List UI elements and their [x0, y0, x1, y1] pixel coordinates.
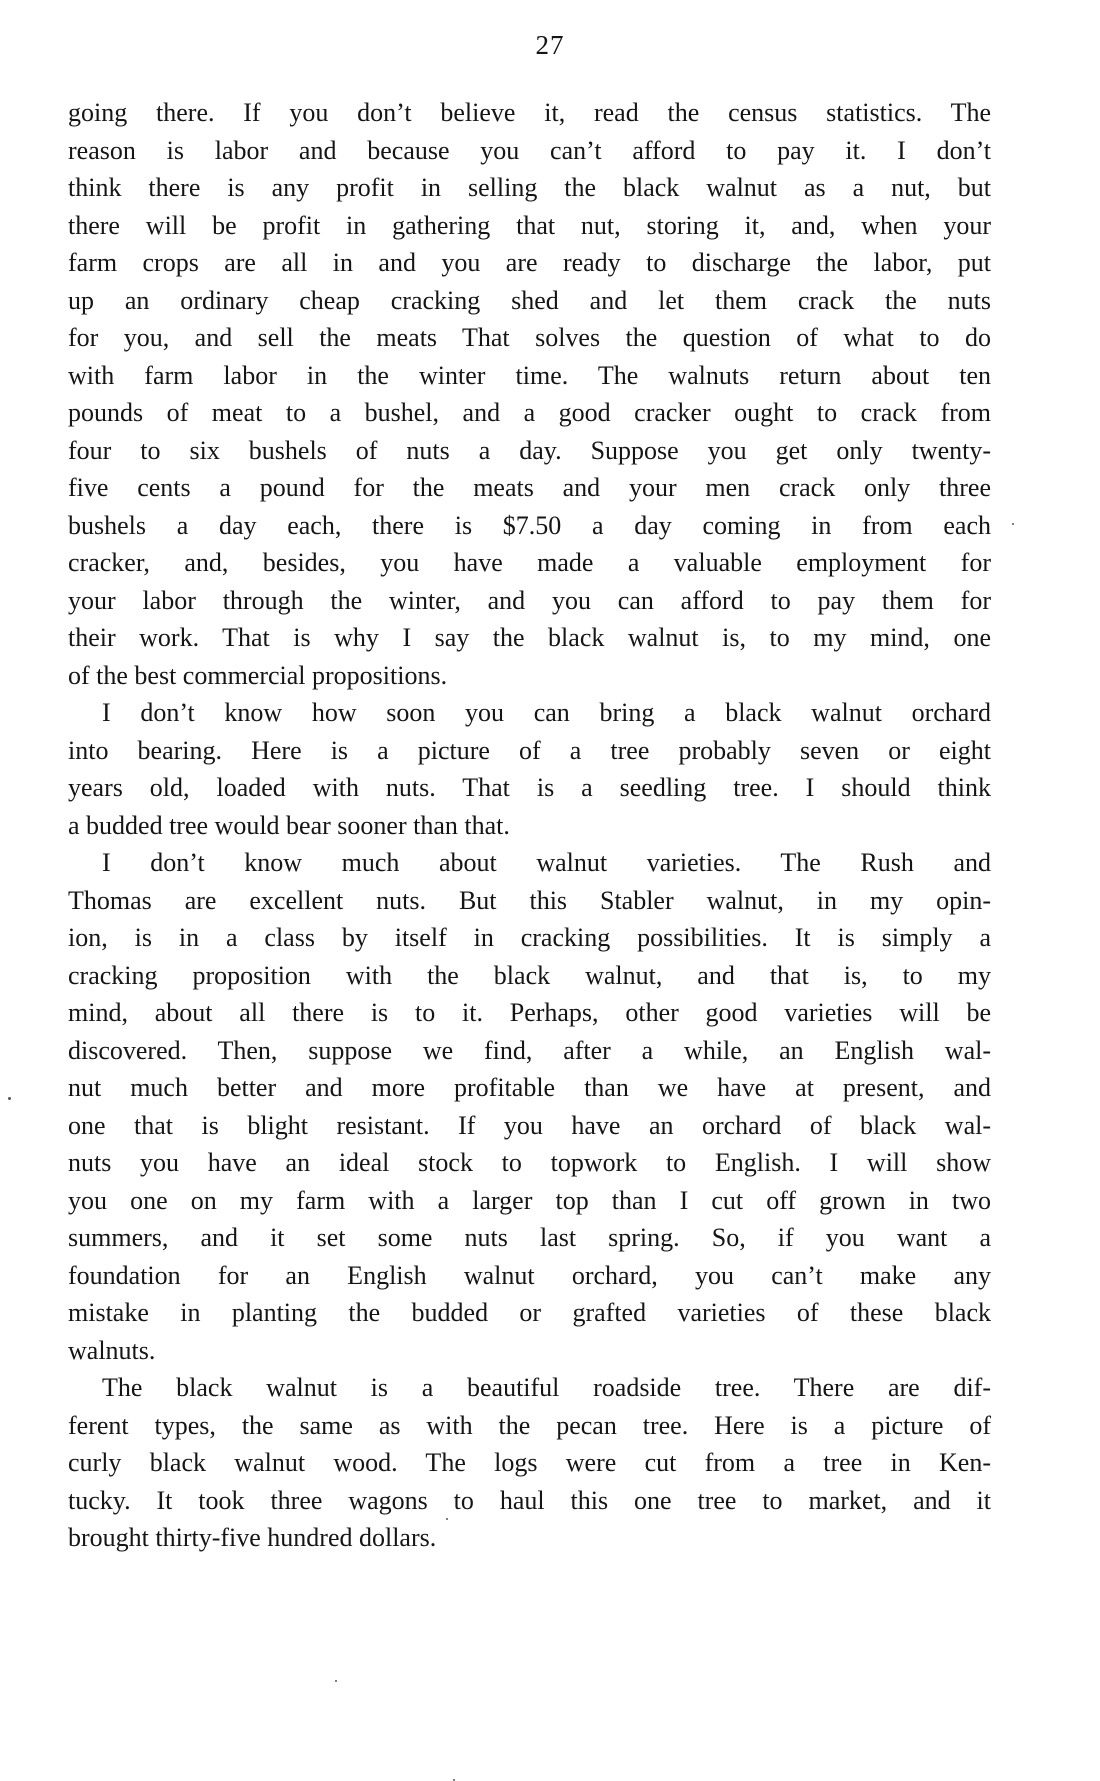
- text-line: cracking proposition with the black walnut, and that is, to my: [68, 960, 991, 990]
- text-line: bushels a day each, there is $7.50 a day coming in from each: [68, 510, 991, 540]
- paragraph-first-line: I don’t know much about walnut varieties. The Rush and: [102, 848, 991, 877]
- text-line: pounds of meat to a bushel, and a good cracker ought to crack from: [68, 398, 991, 427]
- text-line: Thomas are excellent nuts. But this Stabler walnut, in my opin-: [68, 885, 991, 915]
- scan-speck: [446, 1518, 448, 1520]
- text-line: their work. That is why I say the black walnut is, to my mind, one: [68, 623, 991, 652]
- body-text: [68, 94, 991, 1557]
- paragraph-first-line: I don’t know how soon you can bring a black walnut orchard: [102, 698, 991, 727]
- text-line: with farm labor in the winter time. The walnuts return about ten: [68, 360, 991, 390]
- text-line: nuts you have an ideal stock to topwork to English. I will show: [68, 1148, 991, 1177]
- text-line: curly black walnut wood. The logs were cut from a tree in Ken-: [68, 1448, 991, 1477]
- text-line: ferent types, the same as with the pecan tree. Here is a picture of: [68, 1410, 991, 1440]
- text-line: mistake in planting the budded or grafted varieties of these black: [68, 1298, 991, 1327]
- text-line: foundation for an English walnut orchard, you can’t make any: [68, 1260, 991, 1290]
- paragraph-first-line: The black walnut is a beautiful roadside tree. There are dif-: [102, 1373, 991, 1402]
- text-line: going there. If you don’t believe it, read the census statistics. The: [68, 98, 991, 127]
- text-line: walnuts.: [68, 1335, 156, 1365]
- text-line: tucky. It took three wagons to haul this one tree to market, and it: [68, 1485, 991, 1515]
- scan-speck: [8, 1097, 11, 1100]
- text-line: into bearing. Here is a picture of a tree probably seven or eight: [68, 735, 991, 765]
- text-line: you one on my farm with a larger top than I cut off grown in two: [68, 1185, 991, 1215]
- text-line: reason is labor and because you can’t afford to pay it. I don’t: [68, 135, 991, 165]
- text-line: for you, and sell the meats That solves the question of what to do: [68, 323, 991, 352]
- text-line: brought thirty-five hundred dollars.: [68, 1523, 437, 1552]
- page-number: 27: [535, 30, 565, 60]
- text-line: your labor through the winter, and you can afford to pay them for: [68, 585, 991, 615]
- scan-speck: [335, 1680, 337, 1682]
- text-line: years old, loaded with nuts. That is a seedling tree. I should think: [68, 773, 991, 802]
- text-line: there will be profit in gathering that nut, storing it, and, when your: [68, 210, 991, 240]
- text-line: ion, is in a class by itself in cracking possibilities. It is simply a: [68, 923, 991, 952]
- text-line: a budded tree would bear sooner than that.: [68, 810, 510, 840]
- text-line: think there is any profit in selling the black walnut as a nut, but: [68, 173, 991, 202]
- text-line: summers, and it set some nuts last spring. So, if you want a: [68, 1223, 991, 1252]
- text-line: cracker, and, besides, you have made a valuable employment for: [68, 548, 991, 577]
- text-line: one that is blight resistant. If you have an orchard of black wal-: [68, 1110, 991, 1140]
- text-line: farm crops are all in and you are ready to discharge the labor, put: [68, 248, 991, 277]
- text-line: five cents a pound for the meats and your men crack only three: [68, 473, 991, 502]
- text-line: of the best commercial propositions.: [68, 660, 448, 690]
- text-line: discovered. Then, suppose we find, after a while, an English wal-: [68, 1035, 991, 1065]
- text-line: up an ordinary cheap cracking shed and let them crack the nuts: [68, 285, 991, 315]
- text-line: nut much better and more profitable than we have at present, and: [68, 1073, 991, 1102]
- text-line: mind, about all there is to it. Perhaps, other good varieties will be: [68, 998, 991, 1027]
- scan-speck: [1012, 523, 1014, 525]
- text-line: four to six bushels of nuts a day. Suppose you get only twenty-: [68, 435, 991, 465]
